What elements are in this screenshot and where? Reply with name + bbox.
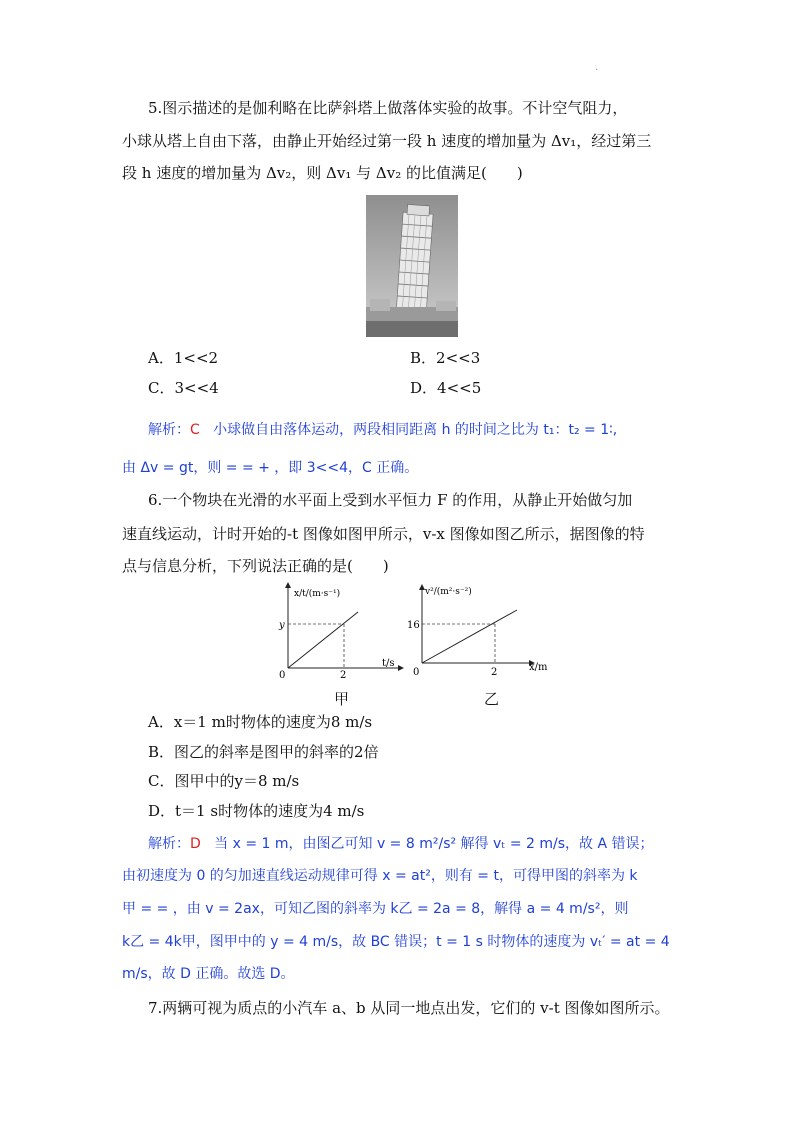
graph-yi-ylabel: v²/(m²·s⁻²) [425,587,472,597]
graph-yi-ytick: 16 [407,620,420,631]
q5-analysis-line2: 由 Δv = gt，则 = = + ，即 3<<4，C 正确。 [122,460,419,476]
q5-option-b: B．2<<3 [410,349,481,367]
q6-option-a: A．x＝1 m时物体的速度为8 m/s [148,713,373,731]
corner-mark: . [595,62,599,73]
graph-yi-origin: 0 [413,667,420,678]
q7-stem-line1: 7.两辆可视为质点的小汽车 a、b 从同一地点出发，它们的 v-t 图像如图所示。 [148,999,670,1017]
graph-jia [276,578,406,678]
q6-analysis-line2: 由初速度为 0 的匀加速直线运动规律可得 x = at²，则有 = t，可得甲图的斜率为 k [122,868,638,884]
graph-jia-ytick: y [279,620,285,631]
q6-analysis-line3: 甲 = = ，由 v = 2ax，可知乙图的斜率为 k乙 = 2a = 8，解得 a = 4 m/s²，则 [122,901,629,917]
q5-option-a: A．1<<2 [148,349,219,367]
graph-jia-ylabel: x/t/(m·s⁻¹) [294,589,341,599]
q5-analysis-line1 [148,420,617,440]
q6-option-d: D．t＝1 s时物体的速度为4 m/s [148,802,365,820]
graph-jia-caption: 甲 [334,690,350,708]
graph-yi-xtick: 2 [491,667,498,678]
q5-option-c: C．3<<4 [148,379,219,397]
graph-yi-line [422,610,517,663]
q5-analysis-text: 小球做自由落体运动，两段相同距离 h 的时间之比为 t₁：t₂ = 1∶, [213,422,618,438]
graph-yi-caption: 乙 [484,690,500,708]
graph-jia-y-arrow [285,582,291,588]
q5-stem-line1: 5.图示描述的是伽利略在比萨斜塔上做落体实验的故事。不计空气阻力， [148,99,628,117]
q5-stem-line2: 小球从塔上自由下落，由静止开始经过第一段 h 速度的增加量为 Δv₁，经过第三 [122,132,652,150]
q6-option-c: C．图甲中的y＝8 m/s [148,772,300,790]
graph-jia-origin: 0 [279,670,286,678]
q6-stem-line1: 6.一个物块在光滑的水平面上受到水平恒力 F 的作用，从静止开始做匀加 [148,491,633,509]
q6-analysis-line1 [148,834,654,854]
q5-option-d: D．4<<5 [410,379,482,397]
graph-jia-x-arrow [398,665,404,671]
q6-analysis-prefix: 解析： [148,836,190,852]
graph-jia-line [288,612,358,668]
q5-answer: C [190,422,200,438]
q5-stem-line3: 段 h 速度的增加量为 Δv₂，则 Δv₁ 与 Δv₂ 的比值满足( ) [122,164,523,182]
graph-yi [405,578,555,678]
graph-jia-xtick: 2 [340,670,347,678]
q6-analysis-line5: m/s，故 D 正确。故选 D。 [122,966,295,982]
q6-answer: D [190,836,201,852]
leaning-tower-photo [366,195,458,337]
q6-stem-line2: 速直线运动，计时开始的-t 图像如图甲所示，v-x 图像如图乙所示，据图像的特 [122,525,645,543]
q6-option-b: B．图乙的斜率是图甲的斜率的2倍 [148,743,379,761]
q6-stem-line3: 点与信息分析，下列说法正确的是( ) [122,557,389,575]
q6-analysis-text: 当 x = 1 m，由图乙可知 v = 8 m²/s² 解得 vₜ = 2 m/s，故 A 错误； [214,836,654,852]
q5-analysis-prefix: 解析： [148,422,190,438]
q6-analysis-line4: k乙 = 4k甲，图甲中的 y = 4 m/s，故 BC 错误；t = 1 s 时物体的速度为 vₜ′ = at = 4 [122,934,670,950]
graph-jia-xlabel: t/s [382,658,395,669]
graph-yi-xlabel: x/m [529,662,548,673]
